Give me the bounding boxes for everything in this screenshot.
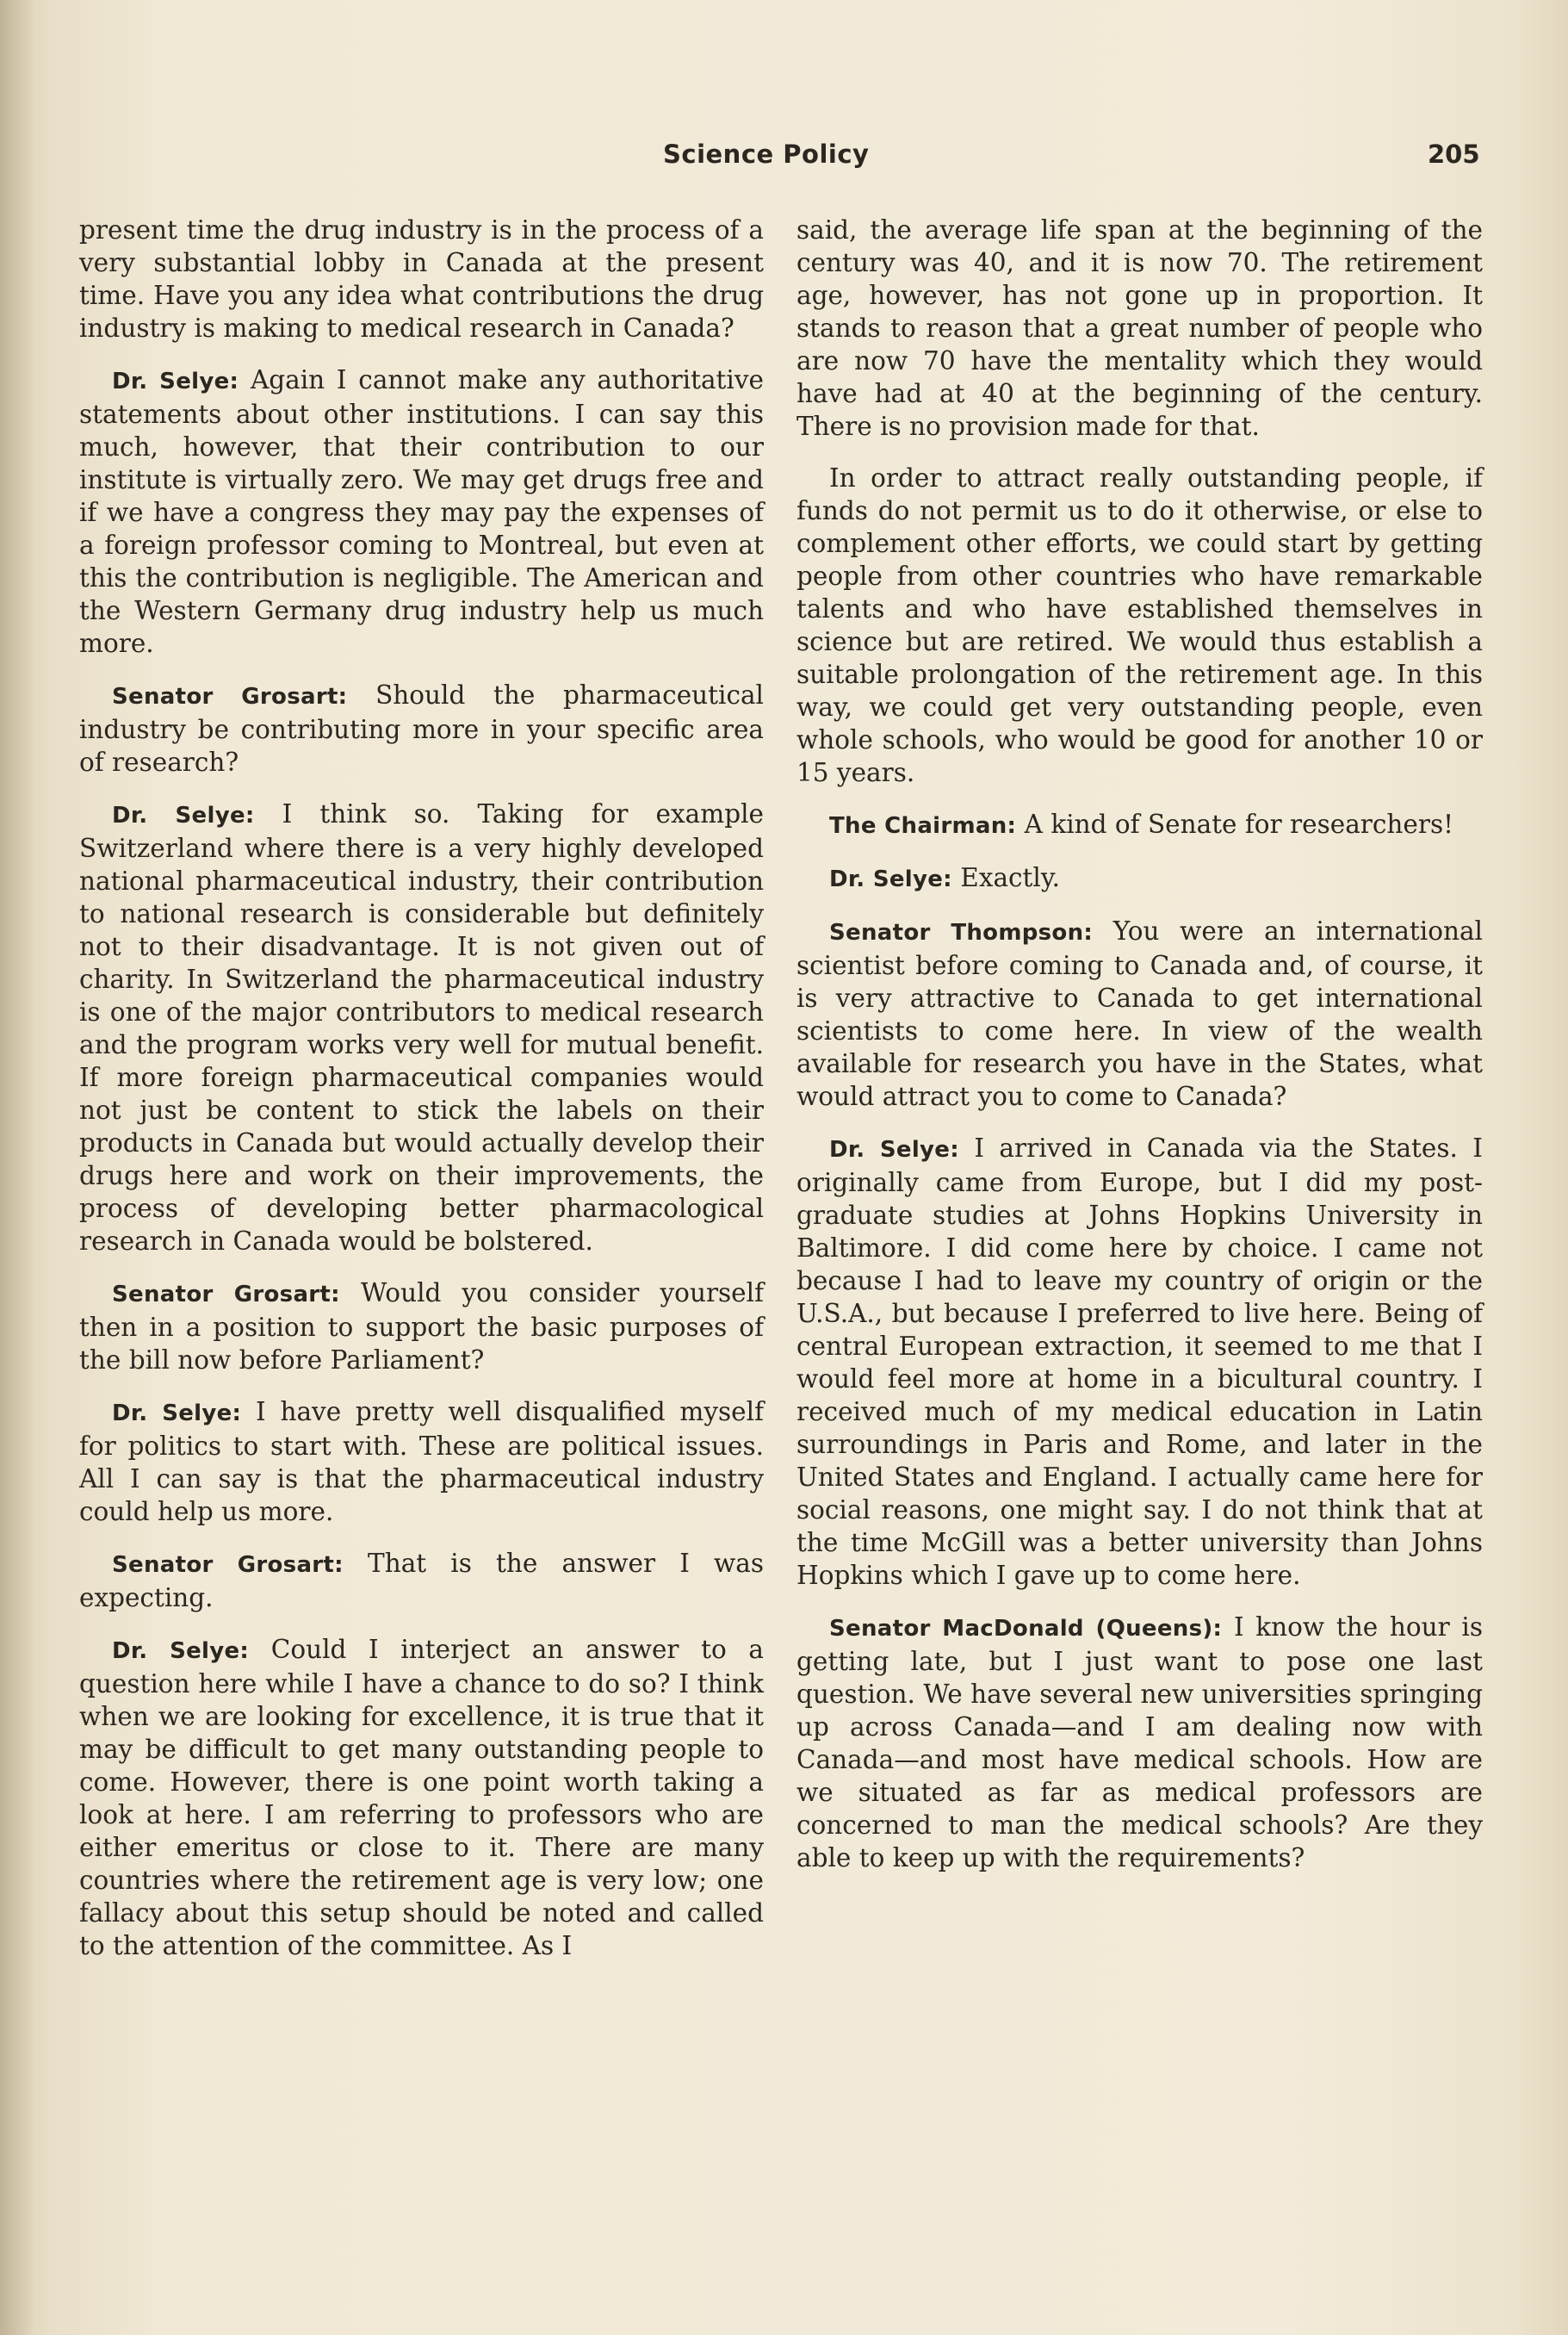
- paragraph-text: That is the answer I was expecting.: [79, 1549, 764, 1612]
- paragraph: [79, 798, 764, 1258]
- paragraph-text: In order to attract really outstanding people, if funds do not permit us to do it otherwise, or else to complement other efforts, we could start by getting people from other countries who have remarkable talents and who have established themselves in science but are retired. We would thus establish a suitable prolongation of the retirement age. In this way, we could get very outstanding people, even whole schools, who would be good for another 10 or 15 years.: [796, 463, 1483, 787]
- paragraph-text: Would you consider yourself then in a position to support the basic purposes of the bill now before Parliament?: [79, 1278, 764, 1375]
- paragraph-text: Exactly.: [960, 863, 1060, 892]
- paragraph-text: Could I interject an answer to a question here while I have a chance to do so? I think when we are looking for excellence, it is true that it may be difficult to get many outstanding people to come. However, there is one point worth taking a look at here. I am referring to professors who are either emeritus or close to it. There are many countries where the retirement age is very low; one fallacy about this setup should be noted and called to the attention of the committee. As I: [79, 1635, 764, 1960]
- speaker-label: Dr. Selye:: [112, 369, 239, 394]
- paragraph-text: Again I cannot make any authoritative statements about other institutions. I can say this much, however, that their contribution to our institute is virtually zero. We may get drugs free and if we have a congress they may pay the expenses of a foreign professor coming to Montreal, but even at this the contribution is negligible. The American and the Western Germany drug industry help us much more.: [79, 365, 764, 658]
- paragraph-text: I know the hour is getting late, but I just want to pose one last question. We have several new universities springing up across Canada—and I am dealing now with Canada—and most have medical schools. How are we situated as far as medical professors are concerned to man the medical schools? Are they able to keep up with the requirements?: [796, 1612, 1483, 1872]
- speaker-label: Dr. Selye:: [112, 803, 255, 829]
- paragraph-text: I think so. Taking for example Switzerland where there is a very highly developed national pharmaceutical industry, their contribution to national research is considerable but definitely not to their disadvantage. It is not given out of charity. In Switzerland the pharmaceutical industry is one of the major contributors to medical research and the program works very well for mutual benefit. If more foreign pharmaceutical companies would not just be content to stick the labels on their products in Canada but would actually develop their drugs here and work on their improvements, the process of developing better pharmacological research in Canada would be bolstered.: [79, 799, 764, 1256]
- speaker-label: Dr. Selye:: [112, 1638, 250, 1664]
- paragraph: [79, 1276, 764, 1376]
- paragraph: [796, 861, 1483, 896]
- paragraph: [796, 1611, 1483, 1874]
- speaker-label: Dr. Selye:: [829, 1137, 959, 1163]
- paragraph: [796, 1132, 1483, 1592]
- paragraph-text: Should the pharmaceutical industry be contributing more in your specific area of research?: [79, 680, 764, 777]
- speaker-label: Senator Thompson:: [829, 920, 1094, 946]
- paragraph: [79, 1395, 764, 1528]
- paragraph: [79, 363, 764, 660]
- right-column: [796, 214, 1483, 1893]
- speaker-label: The Chairman:: [829, 813, 1017, 839]
- speaker-label: Senator MacDonald (Queens):: [829, 1616, 1223, 1642]
- paragraph-text: You were an international scientist before coming to Canada and, of course, it is very attractive to Canada to get international scientists to come here. In view of the wealth available for research you have in the States, what would attract you to come to Canada?: [796, 916, 1483, 1111]
- paragraph: [796, 915, 1483, 1113]
- page-number: 205: [1428, 140, 1480, 169]
- page-header: [0, 140, 1568, 174]
- speaker-label: Senator Grosart:: [112, 1282, 340, 1307]
- paragraph: [796, 214, 1483, 443]
- speaker-label: Dr. Selye:: [829, 866, 952, 892]
- running-head: Science Policy: [663, 140, 870, 169]
- paragraph: [79, 1633, 764, 1962]
- paragraph-text: A kind of Senate for researchers!: [1024, 810, 1453, 839]
- speaker-label: Dr. Selye:: [112, 1400, 242, 1426]
- left-column: [79, 214, 764, 1981]
- paragraph-text: I arrived in Canada via the States. I originally came from Europe, but I did my post-graduate studies at Johns Hopkins University in Baltimore. I did come here by choice. I came not because I had to leave my country of origin or the U.S.A., but because I preferred to live here. Being of central European extraction, it seemed to me that I would feel more at home in a bicultural country. I received much of my medical education in Latin surroundings in Paris and Rome, and later in the United States and England. I actually came here for social reasons, one might say. I do not think that at the time McGill was a better university than Johns Hopkins which I gave up to come here.: [796, 1133, 1483, 1590]
- paragraph: [796, 462, 1483, 789]
- speaker-label: Senator Grosart:: [112, 1552, 344, 1578]
- paragraph-text: I have pretty well disqualified myself for politics to start with. These are political issues. All I can say is that the pharmaceutical industry could help us more.: [79, 1397, 764, 1526]
- paragraph: [79, 214, 764, 345]
- paragraph: [79, 1547, 764, 1614]
- binding-shadow: [0, 0, 34, 2335]
- paragraph-text: present time the drug industry is in the process of a very substantial lobby in Canada at the present time. Have you any idea what contributions the drug industry is making to medical research in Canada?: [79, 215, 764, 343]
- paragraph-text: said, the average life span at the beginning of the century was 40, and it is now 70. The retirement age, however, has not gone up in proportion. It stands to reason that a great number of people who are now 70 have the mentality which they would have had at 40 at the beginning of the century. There is no provision made for that.: [796, 215, 1483, 441]
- paragraph: [79, 679, 764, 779]
- paragraph: [796, 808, 1483, 842]
- speaker-label: Senator Grosart:: [112, 684, 348, 710]
